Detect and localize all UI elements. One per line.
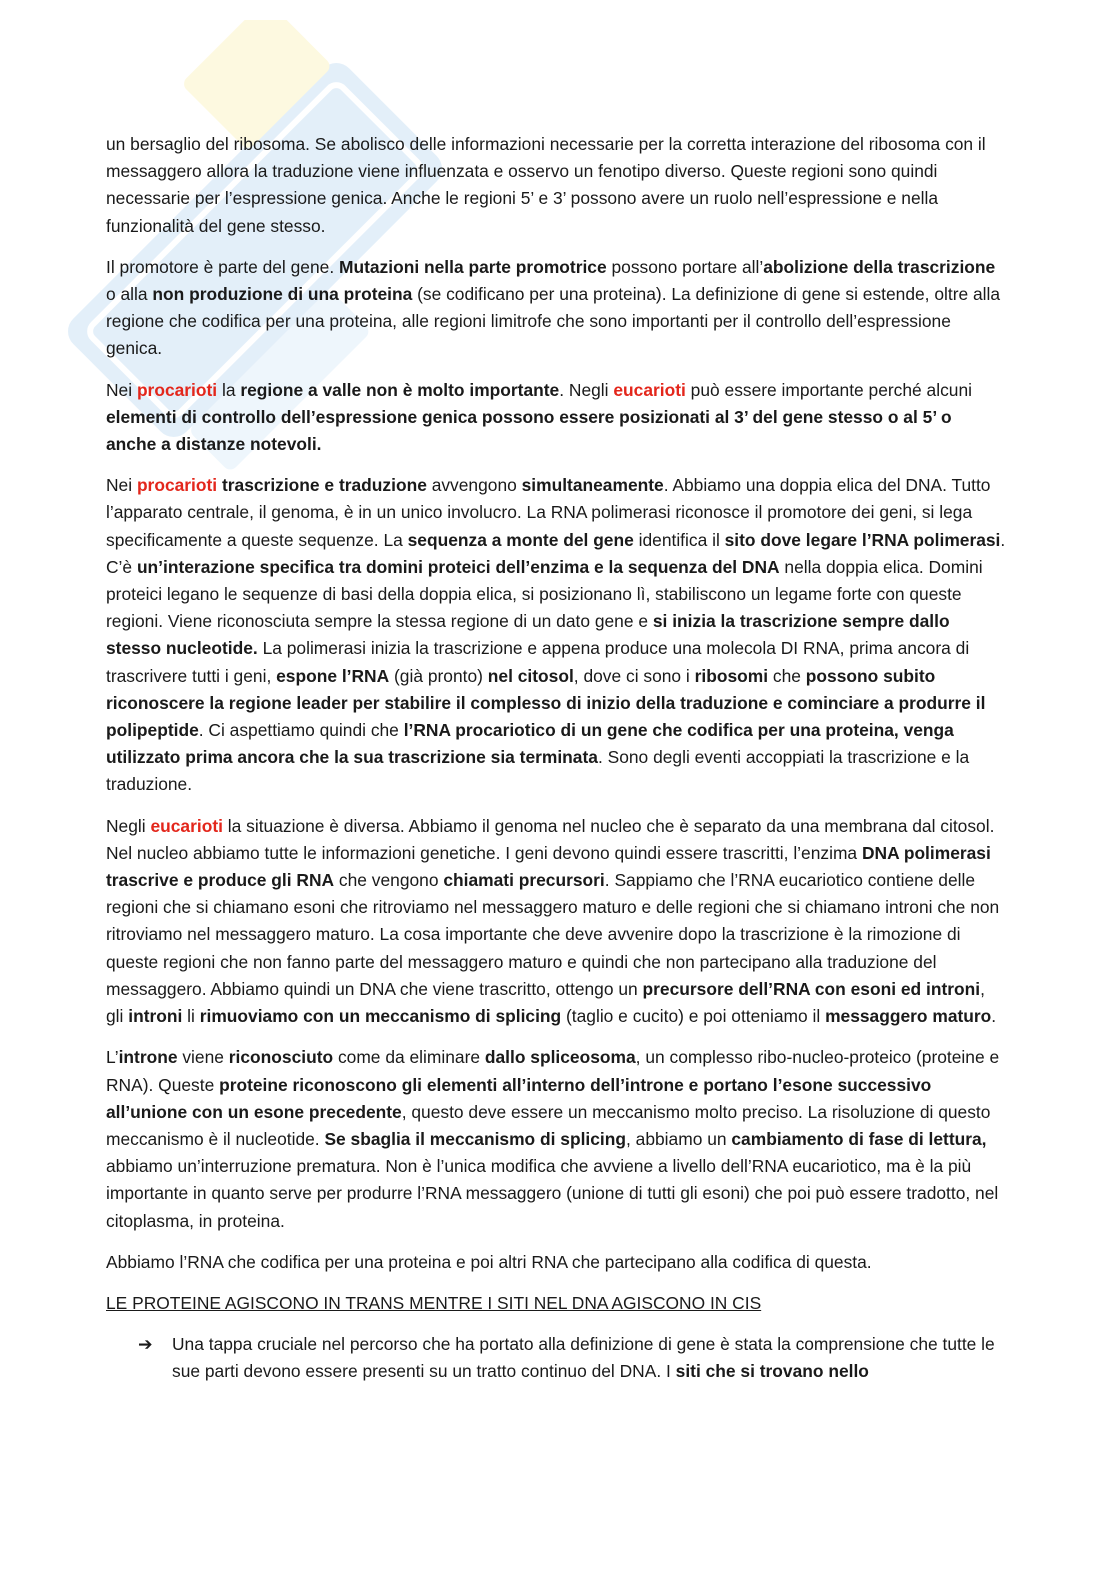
text-run: Abbiamo l’RNA che codifica per una proteina e poi altri RNA che partecipano alla codifica di questa.: [106, 1251, 872, 1272]
bold-text: DNA polimerasi trascrive e produce gli RNA: [106, 842, 991, 891]
text-run: , questo deve essere un meccanismo molto preciso. La risoluzione di questo meccanismo è il nucleotide.: [106, 1101, 991, 1149]
text-run: viene: [177, 1047, 229, 1068]
bold-text: regione a valle non è molto importante: [240, 379, 560, 400]
text-run: un bersaglio del ribosoma. Se abolisco delle informazioni necessarie per la corretta interazione del ribosoma con il messaggero allora la traduzione viene influenzata e osservo un fenotipo diverso. Queste regioni sono quindi necessarie per l’espressione genica. Anche le regioni 5’ e 3’ possono avere un ruolo nell’espressione e nella funzionalità del gene stesso.: [106, 134, 986, 236]
bold-text: messaggero maturo: [825, 1006, 992, 1027]
highlight-term: procarioti: [136, 475, 218, 496]
bold-text: introni: [128, 1006, 183, 1027]
bold-text: proteine riconoscono gli elementi all’interno dell’introne e portano l’esone successivo all’unione con un esone precedente: [106, 1074, 932, 1122]
text-run: , un complesso ribo-nucleo-proteico (proteine e RNA). Queste: [106, 1047, 1000, 1095]
highlight-term: eucarioti: [613, 379, 686, 400]
bold-text: cambiamento di fase di lettura,: [731, 1128, 987, 1149]
text-run: (già pronto): [389, 665, 488, 686]
text-run: Nei: [106, 379, 137, 400]
bold-text: simultaneamente: [521, 475, 664, 496]
paragraph: [106, 1044, 1006, 1234]
bold-text: non produzione di una proteina: [152, 284, 413, 305]
bold-text: elementi di controllo dell’espressione genica possono essere posizionati al 3’ del gene stesso o al 5’ o anche a distanze notevoli.: [106, 406, 952, 455]
text-run: o alla: [106, 284, 153, 305]
text-run: , abbiamo un: [626, 1128, 732, 1149]
text-run: Una tappa cruciale nel percorso che ha portato alla definizione di gene è stata la comprensione che tutte le sue parti devono essere presenti su un tratto continuo del DNA. I: [172, 1334, 995, 1382]
bullet-text: [172, 1331, 1006, 1385]
text-run: che: [768, 665, 806, 686]
highlight-term: procarioti: [136, 379, 218, 400]
bold-text: sequenza a monte del gene: [407, 529, 634, 550]
text-run: nella doppia elica. Domini proteici legano le sequenze di basi della doppia elica, si posizionano lì, stabiliscono un legame forte con queste regioni. Viene riconosciuta sempre la stessa regione di un dato gene e: [106, 556, 983, 632]
text-run: Negli: [106, 815, 151, 836]
bold-text: si inizia la trascrizione sempre dallo stesso nucleotide.: [106, 611, 950, 659]
bold-text: ribosomi: [694, 665, 769, 686]
text-run: come da eliminare: [333, 1047, 485, 1068]
bold-text: Se sbaglia il meccanismo di splicing: [324, 1128, 626, 1149]
text-run: Il promotore è parte del gene.: [106, 256, 339, 277]
bold-text: introne: [118, 1047, 178, 1068]
text-run: avvengono: [426, 475, 522, 496]
text-run: (taglio e cucito) e poi otteniamo il: [561, 1006, 826, 1027]
bold-text: rimuoviamo con un meccanismo di splicing: [199, 1006, 562, 1027]
bold-text: sito dove legare l’RNA polimerasi: [724, 529, 1001, 550]
text-run: (se codificano per una proteina). La definizione di gene si estende, oltre alla regione che codifica per una proteina, alle regioni limitrofe che sono importanti per il controllo dell’espressione genica.: [106, 284, 1001, 359]
text-run: la: [217, 379, 241, 400]
document-body: [106, 131, 1006, 1386]
arrow-bullet-icon: ➔: [138, 1334, 153, 1355]
text-run: identifica il: [633, 529, 725, 550]
bold-text: abolizione della trascrizione: [763, 256, 996, 277]
paragraph: [106, 131, 1006, 240]
text-run: . Ci aspettiamo quindi che: [198, 720, 404, 741]
bold-text: nel citosol: [487, 665, 574, 686]
bold-text: trascrizione e traduzione: [221, 475, 427, 496]
highlight-term: eucarioti: [150, 815, 223, 836]
text-run: . Negli: [559, 379, 614, 400]
text-run: , gli: [106, 978, 985, 1027]
text-run: La polimerasi inizia la trascrizione e appena produce una molecola DI RNA, prima ancora di trascrivere tutti i geni,: [106, 638, 970, 686]
text-run: Nei: [106, 475, 137, 496]
text-run: può essere importante perché alcuni: [685, 379, 972, 400]
text-run: che vengono: [334, 870, 444, 891]
paragraph: [106, 472, 1006, 798]
text-run: li: [182, 1006, 200, 1027]
bold-text: precursore dell’RNA con esoni ed introni: [642, 978, 981, 999]
text-run: la situazione è diversa. Abbiamo il genoma nel nucleo che è separato da una membrana dal citosol. Nel nucleo abbiamo tutte le informazioni genetiche. I geni devono quindi essere trascritti, l’enzima: [106, 815, 995, 863]
bold-text: chiamati precursori: [443, 870, 605, 891]
text-run: . C’è: [106, 529, 1006, 577]
section-heading: LE PROTEINE AGISCONO IN TRANS MENTRE I SITI NEL DNA AGISCONO IN CIS: [106, 1292, 762, 1313]
paragraph: [106, 1249, 1006, 1276]
bold-text: un’interazione specifica tra domini proteici dell’enzima e la sequenza del DNA: [136, 556, 780, 577]
bold-text: siti che si trovano nello: [675, 1361, 869, 1382]
bullet-item: [138, 1331, 1006, 1385]
bold-text: espone l’RNA: [276, 665, 390, 686]
text-run: , dove ci sono i: [573, 665, 695, 686]
text-run: L’: [106, 1047, 119, 1068]
paragraph: [106, 377, 1006, 459]
bold-text: dallo spliceosoma: [484, 1047, 636, 1068]
text-run: .: [991, 1006, 997, 1027]
text-run: . Sono degli eventi accoppiati la trascrizione e la traduzione.: [106, 747, 970, 795]
paragraph: [106, 813, 1006, 1031]
text-run: abbiamo un’interruzione prematura. Non è l’unica modifica che avviene a livello dell’RNA eucariotico, ma è la più importante in quanto serve per produrre l’RNA messaggero (unione di tutti gli esoni) che poi può essere tradotto, nel citoplasma, in proteina.: [106, 1156, 999, 1231]
bold-text: l’RNA procariotico di un gene che codifica per una proteina, venga utilizzato prima ancora che la sua trascrizione sia terminata: [106, 720, 954, 768]
text-run: possono portare all’: [606, 256, 764, 277]
paragraph: [106, 254, 1006, 363]
bold-text: possono subito riconoscere la regione leader per stabilire il complesso di inizio della traduzione e cominciare a produrre il polipeptide: [106, 665, 986, 741]
bold-text: Mutazioni nella parte promotrice: [338, 256, 607, 277]
text-run: . Abbiamo una doppia elica del DNA. Tutto l’apparato centrale, il genoma, è in un unico involucro. La RNA polimerasi riconosce il promotore dei geni, si lega specificamente a queste sequenze. La: [106, 475, 991, 550]
bold-text: riconosciuto: [228, 1047, 334, 1068]
text-run: . Sappiamo che l’RNA eucariotico contiene delle regioni che si chiamano esoni che ritroviamo nel messaggero maturo e delle regioni che si chiamano introni che non ritroviamo nel messaggero maturo. La cosa importante che deve avvenire dopo la trascrizione è la rimozione di queste regioni che non fanno parte del messaggero maturo e quindi che non partecipano alla traduzione del messaggero. Abbiamo quindi un DNA che viene trascritto, ottengo un: [106, 870, 1000, 999]
